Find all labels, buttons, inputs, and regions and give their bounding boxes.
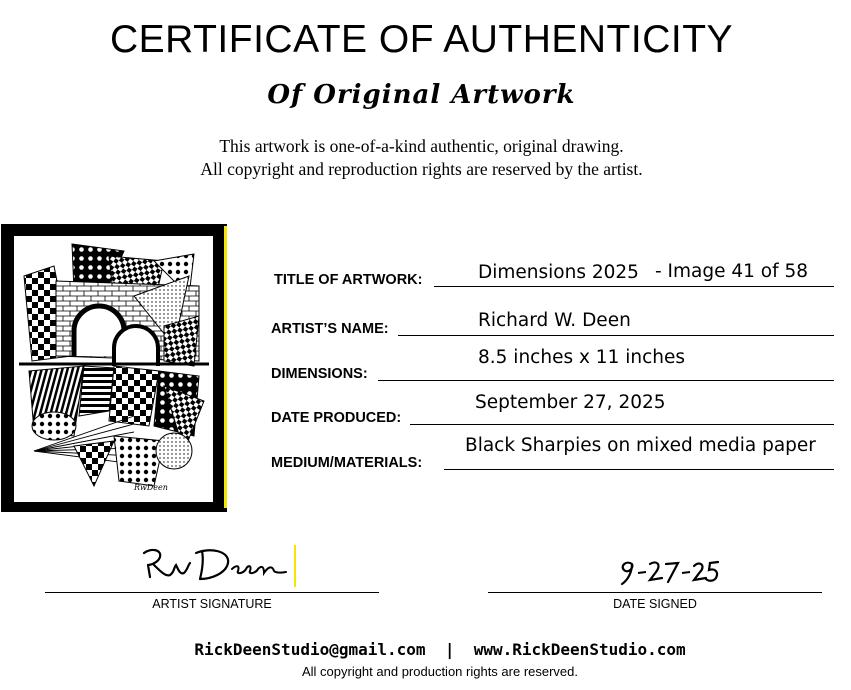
medium-label: MEDIUM/MATERIALS:	[271, 455, 423, 471]
footer-email[interactable]: RickDeenStudio@gmail.com	[194, 640, 426, 659]
date-produced-value: September 27, 2025	[475, 392, 666, 413]
artwork-image	[14, 236, 213, 502]
dimensions-label: DIMENSIONS:	[271, 366, 368, 382]
intro-line-2: All copyright and reproduction rights are reserved by the artist.	[200, 159, 643, 179]
dimensions-line	[378, 380, 834, 381]
date-signed-caption: DATE SIGNED	[613, 597, 697, 611]
artwork-signature: RwDeen	[134, 483, 168, 492]
footer-website[interactable]: www.RickDeenStudio.com	[473, 640, 686, 659]
date-produced-line	[410, 424, 834, 425]
date-signed-line	[488, 592, 822, 593]
footer-contact	[0, 640, 851, 659]
artist-signature-line	[45, 592, 379, 593]
artist-handwritten-signature	[140, 543, 296, 589]
artwork-yellow-edge	[224, 226, 227, 508]
artist-name-line	[398, 335, 834, 336]
date-handwritten	[618, 554, 722, 590]
footer-separator: |	[444, 640, 455, 659]
intro-line-1: This artwork is one-of-a-kind authentic, original drawing.	[219, 136, 624, 156]
certificate-subtitle: Of Original Artwork	[267, 80, 576, 110]
title-of-artwork-label: TITLE OF ARTWORK:	[274, 272, 423, 288]
artist-name-value: Richard W. Deen	[478, 310, 631, 331]
footer-rights: All copyright and production rights are reserved.	[301, 664, 579, 679]
title-of-artwork-extra: - Image 41 of 58	[655, 261, 809, 282]
medium-line	[444, 469, 834, 470]
artwork-drawing	[14, 236, 213, 502]
medium-value: Black Sharpies on mixed media paper	[465, 435, 816, 456]
artist-name-label: ARTIST’S NAME:	[271, 321, 389, 337]
date-produced-label: DATE PRODUCED:	[271, 410, 402, 426]
title-of-artwork-value: Dimensions 2025	[478, 262, 639, 283]
artist-signature-caption: ARTIST SIGNATURE	[152, 597, 272, 611]
title-of-artwork-line	[434, 286, 834, 287]
certificate-title: CERTIFICATE OF AUTHENTICITY	[109, 18, 734, 61]
dimensions-value: 8.5 inches x 11 inches	[478, 347, 685, 368]
artwork-frame	[1, 224, 227, 512]
